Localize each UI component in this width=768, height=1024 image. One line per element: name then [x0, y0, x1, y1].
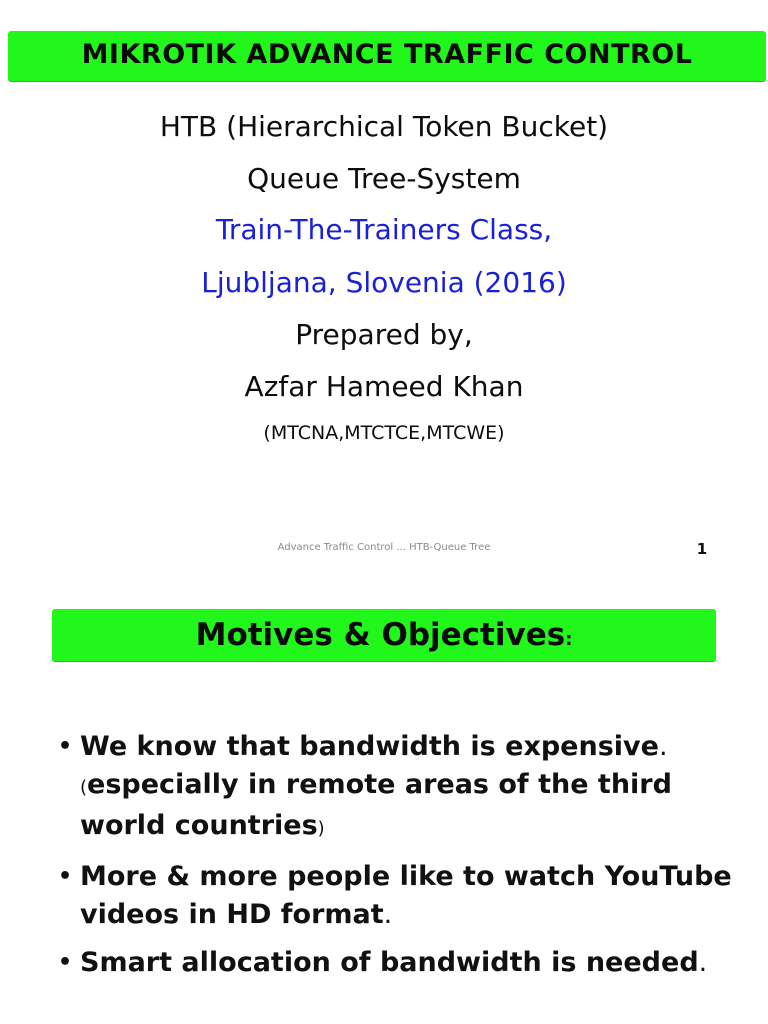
bullet-detail: especially in remote areas of the third world countries	[80, 769, 672, 841]
bullet-period: .	[383, 899, 393, 930]
bullet-text: Smart allocation of bandwidth is needed	[80, 947, 699, 978]
author-certifications: (MTCNA,MTCTCE,MTCWE)	[263, 422, 505, 444]
subtitle-htb: HTB (Hierarchical Token Bucket)	[159, 110, 609, 143]
subtitle-queue-tree: Queue Tree-System	[247, 162, 521, 195]
section-title-text: Motives & Objectives	[195, 617, 566, 653]
section-title	[52, 609, 716, 661]
author-name: Azfar Hameed Khan	[244, 370, 524, 403]
list-item	[56, 944, 746, 982]
bullet-period: .	[658, 731, 668, 762]
slide-footer: Advance Traffic Control ... HTB-Queue Tree	[277, 542, 491, 553]
bullet-icon: •	[58, 950, 73, 975]
prepared-by-label: Prepared by,	[295, 318, 473, 351]
list-item	[56, 728, 746, 848]
event-location: Ljubljana, Slovenia (2016)	[201, 266, 567, 299]
section-title-colon: :	[565, 629, 573, 650]
bullet-paren-open: (	[80, 777, 88, 798]
bullet-text: We know that bandwidth is expensive	[80, 731, 659, 762]
bullet-icon: •	[58, 864, 73, 889]
bullet-text: More & more people like to watch YouTube videos in HD format	[80, 861, 732, 930]
bullet-paren-close: )	[317, 818, 325, 839]
page-number: 1	[696, 540, 708, 558]
section-banner	[52, 609, 716, 661]
bullet-period: .	[698, 947, 708, 978]
event-name: Train-The-Trainers Class,	[215, 213, 553, 246]
bullet-icon: •	[58, 734, 73, 759]
list-item	[56, 858, 746, 934]
title-banner	[8, 31, 766, 81]
objectives-list	[56, 728, 746, 992]
slide-title: MIKROTIK ADVANCE TRAFFIC CONTROL	[81, 39, 693, 70]
